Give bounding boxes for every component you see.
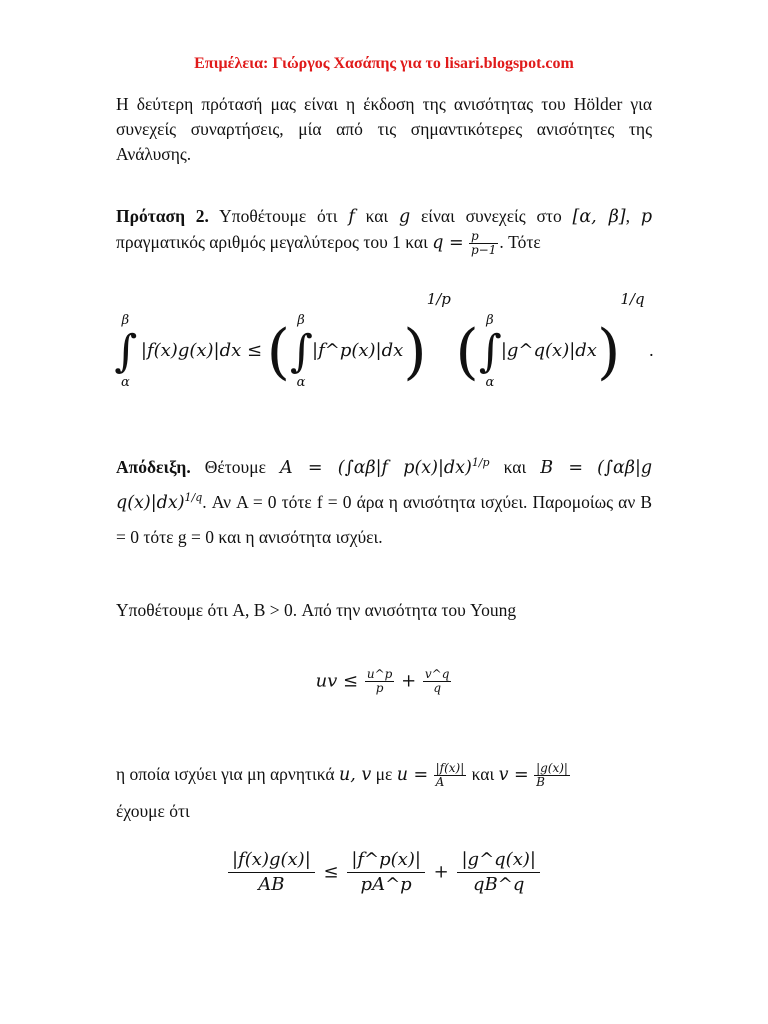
proposition-text-3: πραγματικός αριθμός μεγαλύτερος του 1 και — [116, 232, 428, 252]
proof-line1-a: Θέτουμε — [204, 457, 266, 477]
proposition-paragraph: Πρόταση 2. Υποθέτουμε ότι f και g είναι συνεχείς στο [α, β], p πραγματικός αριθμός μεγαλύτερος του 1 και q = $\frac{p}{p-1}$ . Τότε — [116, 206, 653, 258]
proof-line3: ισχύει. Παρομοίως αν B = 0 τότε g = 0 και η ανισότητα ισχύει. — [116, 492, 653, 547]
young-term-2-den: q — [433, 681, 441, 695]
integral-2 — [290, 312, 312, 392]
A-exponent: 1/p — [471, 456, 490, 470]
intro-paragraph: Η δεύτερη πρότασή μας είναι η έκδοση της ανισότητας του Hölder για συνεχείς συναρτήσεις, μία από τις σημαντικότερες ανισότητες της Ανάλυσης. — [116, 94, 652, 164]
symbol-f: f — [348, 207, 355, 227]
exponent-1-over-q: 1/q — [620, 290, 645, 308]
integral-3-sign: ∫ — [478, 326, 502, 377]
final-term-1-den: pA^p — [360, 874, 412, 895]
proof-paragraph — [116, 450, 652, 554]
proof-and: και — [503, 457, 527, 477]
uv-vars: u, v — [338, 765, 372, 785]
proposition-tote: . Τότε — [499, 232, 541, 252]
proposition-label: Πρόταση 2. — [116, 206, 209, 226]
v-eq: v = — [498, 765, 529, 785]
final-plus: + — [433, 861, 449, 883]
young-inequality — [0, 668, 768, 695]
uv-text-1: η οποία ισχύει για μη αρνητικά — [116, 764, 335, 784]
final-lhs — [228, 848, 315, 897]
holder-inequality — [0, 290, 768, 392]
holder-integrand-2: |f^p(x)|dx — [312, 340, 404, 362]
integral-1 — [114, 312, 136, 392]
integral-2-lower: α — [296, 375, 306, 390]
q-fraction-den: p−1 — [471, 243, 497, 258]
left-paren-2: ( — [455, 317, 479, 387]
uv-text-2: με — [375, 764, 393, 784]
final-term-2-den: qB^q — [473, 874, 525, 895]
B-eq: B = — [540, 458, 583, 478]
u-eq: u = — [396, 765, 429, 785]
holder-integrand-3: |g^q(x)|dx — [500, 340, 597, 362]
integral-1-lower: α — [121, 375, 130, 390]
u-fraction — [434, 762, 467, 789]
final-term-2 — [457, 848, 539, 897]
integral-1-sign: ∫ — [114, 326, 138, 377]
final-term-1 — [347, 848, 425, 897]
integral-3-lower: α — [485, 375, 495, 390]
left-paren-1: ( — [266, 317, 291, 387]
proposition-and: και — [365, 206, 389, 226]
final-lhs-num: |f(x)g(x)| — [228, 848, 315, 873]
A-definition: A = (∫αβ|f p(x)|dx) — [280, 458, 472, 478]
header-credit: Επιμέλεια: Γιώργος Χασάπης για το lisari.blogspot.com — [194, 55, 574, 72]
integral-3-upper: β — [486, 313, 494, 328]
proposition-text-1: Υποθέτουμε ότι — [219, 206, 338, 226]
B-definition: (∫αβ|g q(x)|dx) — [116, 458, 653, 513]
q-fraction — [469, 230, 498, 257]
integral-1-upper: β — [121, 313, 130, 328]
v-fraction-num: |g(x)| — [536, 761, 568, 776]
u-fraction-num: |f(x)| — [435, 761, 465, 776]
v-fraction-den: B — [536, 775, 545, 790]
symbol-g: g — [398, 207, 411, 227]
interval: [α, β] — [572, 207, 626, 227]
final-term-1-num: |f^p(x)| — [347, 848, 425, 873]
young-term-1 — [365, 668, 394, 695]
uv-line-2: έχουμε ότι — [116, 801, 190, 821]
young-term-2-num: v^q — [424, 667, 450, 681]
q-fraction-num: p — [469, 230, 498, 244]
final-leq: ≤ — [323, 861, 339, 883]
integral-2-sign: ∫ — [290, 326, 313, 377]
proof-line2: . Αν A = 0 τότε f = 0 άρα η ανισότητα — [202, 492, 476, 512]
right-paren-1: ) — [403, 317, 427, 387]
B-exponent: 1/q — [184, 491, 203, 505]
symbol-p: p — [640, 207, 653, 227]
exponent-1-over-p: 1/p — [426, 290, 451, 308]
young-term-2 — [423, 668, 452, 695]
final-term-2-num: |g^q(x)| — [457, 848, 539, 873]
holder-integrand-1: |f(x)g(x)|dx ≤ — [140, 340, 263, 362]
right-paren-2: ) — [596, 317, 621, 387]
integral-2-upper: β — [297, 313, 305, 328]
u-fraction-den: A — [435, 775, 445, 790]
v-fraction — [534, 762, 570, 789]
young-intro: Υποθέτουμε ότι A, B > 0. Από την ανισότητα του Young — [116, 600, 517, 620]
integral-3 — [479, 312, 501, 392]
uv-and: και — [471, 764, 495, 784]
young-plus: + — [401, 670, 417, 692]
uv-definition-paragraph — [116, 756, 652, 829]
proposition-text-2: είναι συνεχείς στο — [420, 206, 562, 226]
young-term-1-den: p — [375, 681, 384, 695]
final-lhs-den: AB — [258, 874, 285, 895]
proof-label: Απόδειξη. — [116, 457, 191, 477]
young-term-1-num: u^p — [366, 667, 393, 681]
q-definition: q = — [432, 233, 464, 253]
holder-period: . — [649, 340, 654, 361]
young-lhs: uv ≤ — [315, 670, 359, 692]
final-inequality — [0, 848, 768, 897]
